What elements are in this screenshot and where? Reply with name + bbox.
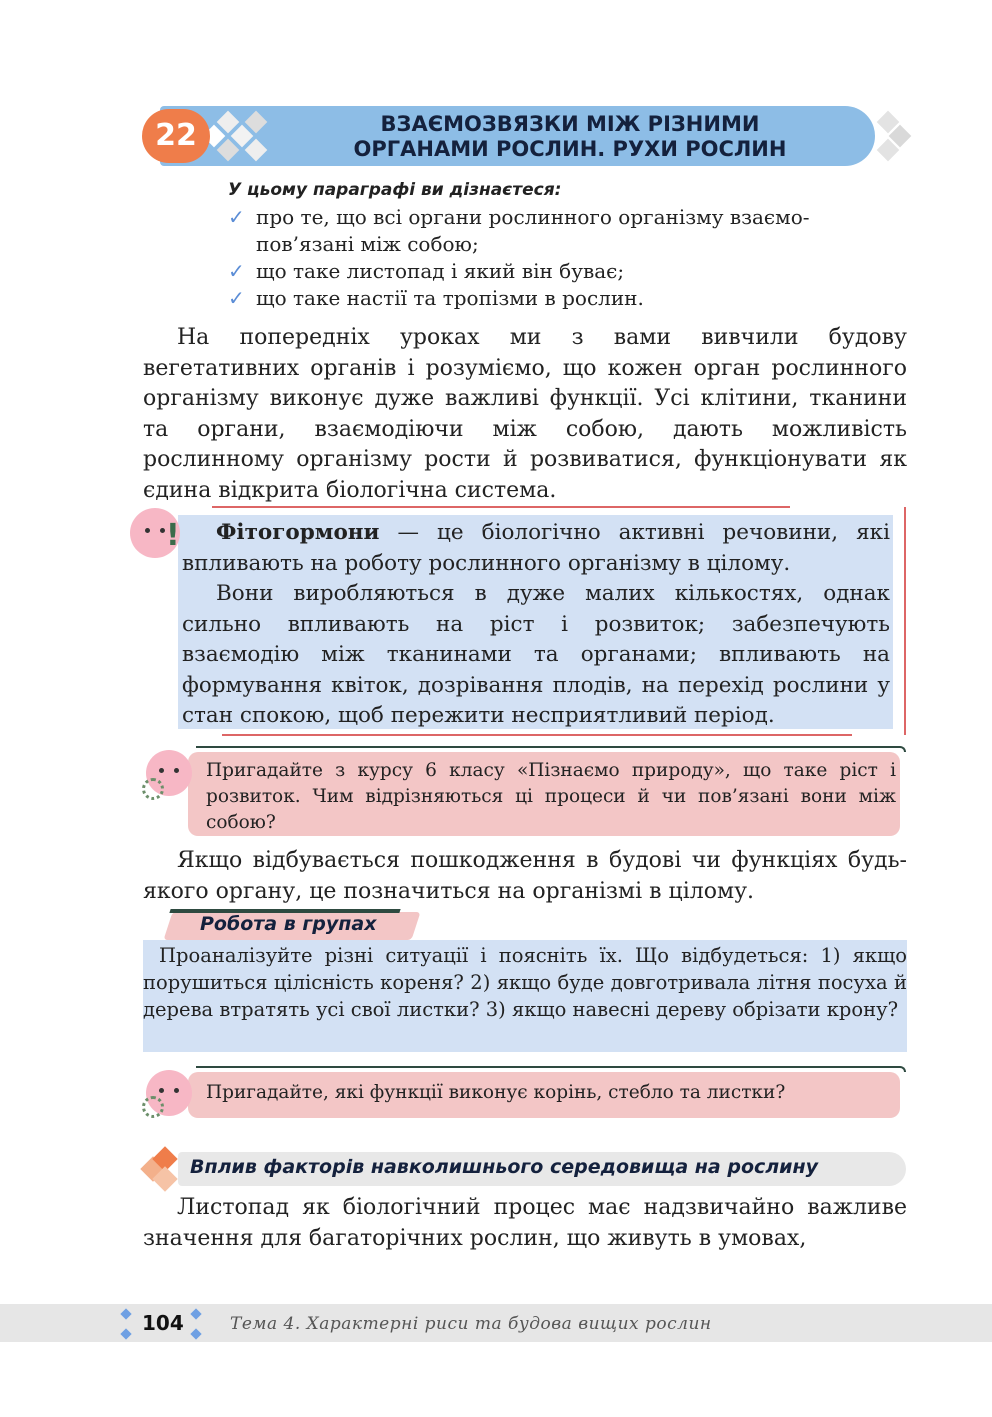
intro-bullet-1 [228,204,908,230]
intro-bullet-2: ✓ що таке листопад і який він буває; [228,259,625,283]
subsection-title: Вплив факторів навколишнього середовища на рослину [190,1156,819,1178]
intro-heading: У цьому параграфі ви дізнаєтеся: [228,180,562,200]
gear-icon [142,1096,164,1118]
group-task-text: Проаналізуйте різні ситуації і поясніть їх. Що відбудеться: 1) якщо порушиться цілісність кореня? 2) якщо буде довготривала літня посуха й дерева втратять усі свої листки? 3) якщо навесні дереву обрізати крону? [143,944,907,1021]
accent-line-right [904,507,906,735]
page-number: 104 [142,1311,184,1335]
term-fitohormones: Фітогормони [216,520,380,545]
bullet-1-line-2: пов’язані між собою; [256,232,479,256]
page-title [250,112,890,162]
accent-line-top [212,506,790,508]
intro-bullet-3: ✓ що таке настії та тропізми в рослин. [228,286,644,310]
definition-details: Вони виробляються в дуже малих кількостях, однак сильно впливають на ріст і розвиток; забезпечують взаємодію між тканинами та органами; впливають на формування квіток, дозрівання плодів, на перехід рослини у стан спокою, щоб пережити несприятливий період. [182,581,890,728]
check-icon: ✓ [228,205,245,229]
check-icon: ✓ [228,259,245,283]
body-paragraph-1: На попередніх уроках ми з вами вивчили будову вегетативних органів і розуміємо, що кожен орган рослинного організму виконує дуже важливі функції. Усі клітини, тканини та органи, взаємодіючи між собою, дають можливість рослинному організму рости й розвиватися, функціонувати як єдина відкрита біологічна система. [143,325,907,503]
paragraph-number-badge: 22 [142,109,210,163]
recall-text-2: Пригадайте, які функції виконує корінь, стебло та листки? [206,1082,786,1103]
body-paragraph-2: Якщо відбувається пошкодження в будові чи функціях будь-якого органу, це позначиться на організмі в цілому. [143,848,907,904]
footer-topic: Тема 4. Характерні риси та будова вищих рослин [230,1314,712,1334]
check-icon: ✓ [228,286,245,310]
title-line-2: ОРГАНАМИ РОСЛИН. РУХИ РОСЛИН [353,137,787,161]
accent-line-bottom [222,734,852,736]
group-work-label: Робота в групах [200,913,377,935]
bullet-1-line-1: про те, що всі органи рослинного організму взаємо- [256,205,810,229]
body-paragraph-3: Листопад як біологічний процес має надзвичайно важливе значення для багаторічних рослин, що живуть в умовах, [143,1195,907,1251]
definition-text: Фітогормони — це біологічно активні речовини, які впливають на роботу рослинного організму в цілому. Вони виробляються в дуже малих кількостях, однак сильно впливають на ріст і розвиток; забезпечують взаємодію між тканинами та органами; впливають на формування квіток, дозрівання плодів, на перехід рослини у стан спокою, щоб пережити несприятливий період. [182,518,890,732]
recall-text-1: Пригадайте з курсу 6 класу «Пізнаємо природу», що таке ріст і розвиток. Чим відрізняються ці процеси й чи пов’язані вони між собою? [206,760,896,833]
title-line-1: ВЗАЄМОЗВЯЗКИ МІЖ РІЗНИМИ [380,112,760,136]
exclamation-icon: ! [166,518,180,553]
gear-icon [142,778,164,800]
